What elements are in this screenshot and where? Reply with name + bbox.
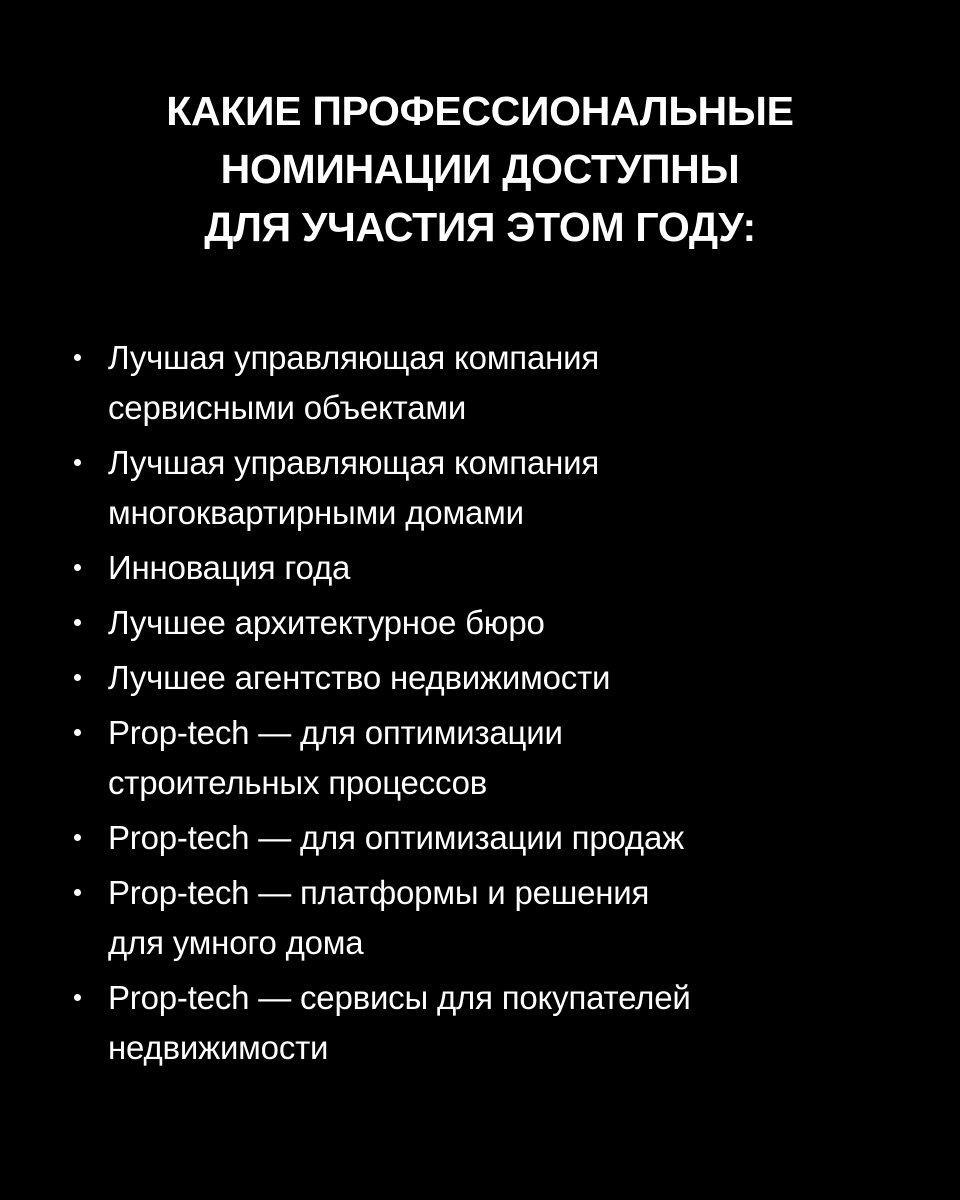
item-line: Лучшее архитектурное бюро	[108, 604, 545, 641]
list-item	[74, 598, 894, 648]
bullet-icon	[74, 674, 81, 681]
list-item	[74, 438, 894, 538]
page-title	[0, 82, 960, 256]
item-line: недвижимости	[108, 1029, 329, 1066]
title-line: НОМИНАЦИИ ДОСТУПНЫ	[220, 146, 740, 192]
list-item	[74, 333, 894, 433]
bullet-icon	[74, 889, 81, 896]
list-item	[74, 543, 894, 593]
item-line: для умного дома	[108, 924, 364, 961]
bullet-icon	[74, 994, 81, 1001]
item-line: Лучшая управляющая компания	[108, 339, 600, 376]
item-line: Лучшая управляющая компания	[108, 444, 600, 481]
bullet-icon	[74, 354, 81, 361]
item-line: строительных процессов	[108, 764, 488, 801]
list-item	[74, 868, 894, 968]
bullet-icon	[74, 619, 81, 626]
list-item	[74, 653, 894, 703]
item-line: многоквартирными домами	[108, 494, 524, 531]
item-line: Prop-tech — платформы и решения	[108, 874, 650, 911]
list-item	[74, 813, 894, 863]
list-item	[74, 708, 894, 808]
bullet-icon	[74, 459, 81, 466]
item-line: Лучшее агентство недвижимости	[108, 659, 611, 696]
list-item	[74, 973, 894, 1073]
nominations-list	[74, 333, 894, 1078]
title-line: КАКИЕ ПРОФЕССИОНАЛЬНЫЕ	[166, 88, 794, 134]
bullet-icon	[74, 834, 81, 841]
item-line: Prop-tech — для оптимизации	[108, 714, 563, 751]
bullet-icon	[74, 564, 81, 571]
item-line: Prop-tech — для оптимизации продаж	[108, 819, 685, 856]
item-line: сервисными объектами	[108, 389, 467, 426]
item-line: Prop-tech — сервисы для покупателей	[108, 979, 691, 1016]
title-line: ДЛЯ УЧАСТИЯ ЭТОМ ГОДУ:	[204, 204, 756, 250]
item-line: Инновация года	[108, 549, 351, 586]
bullet-icon	[74, 729, 81, 736]
